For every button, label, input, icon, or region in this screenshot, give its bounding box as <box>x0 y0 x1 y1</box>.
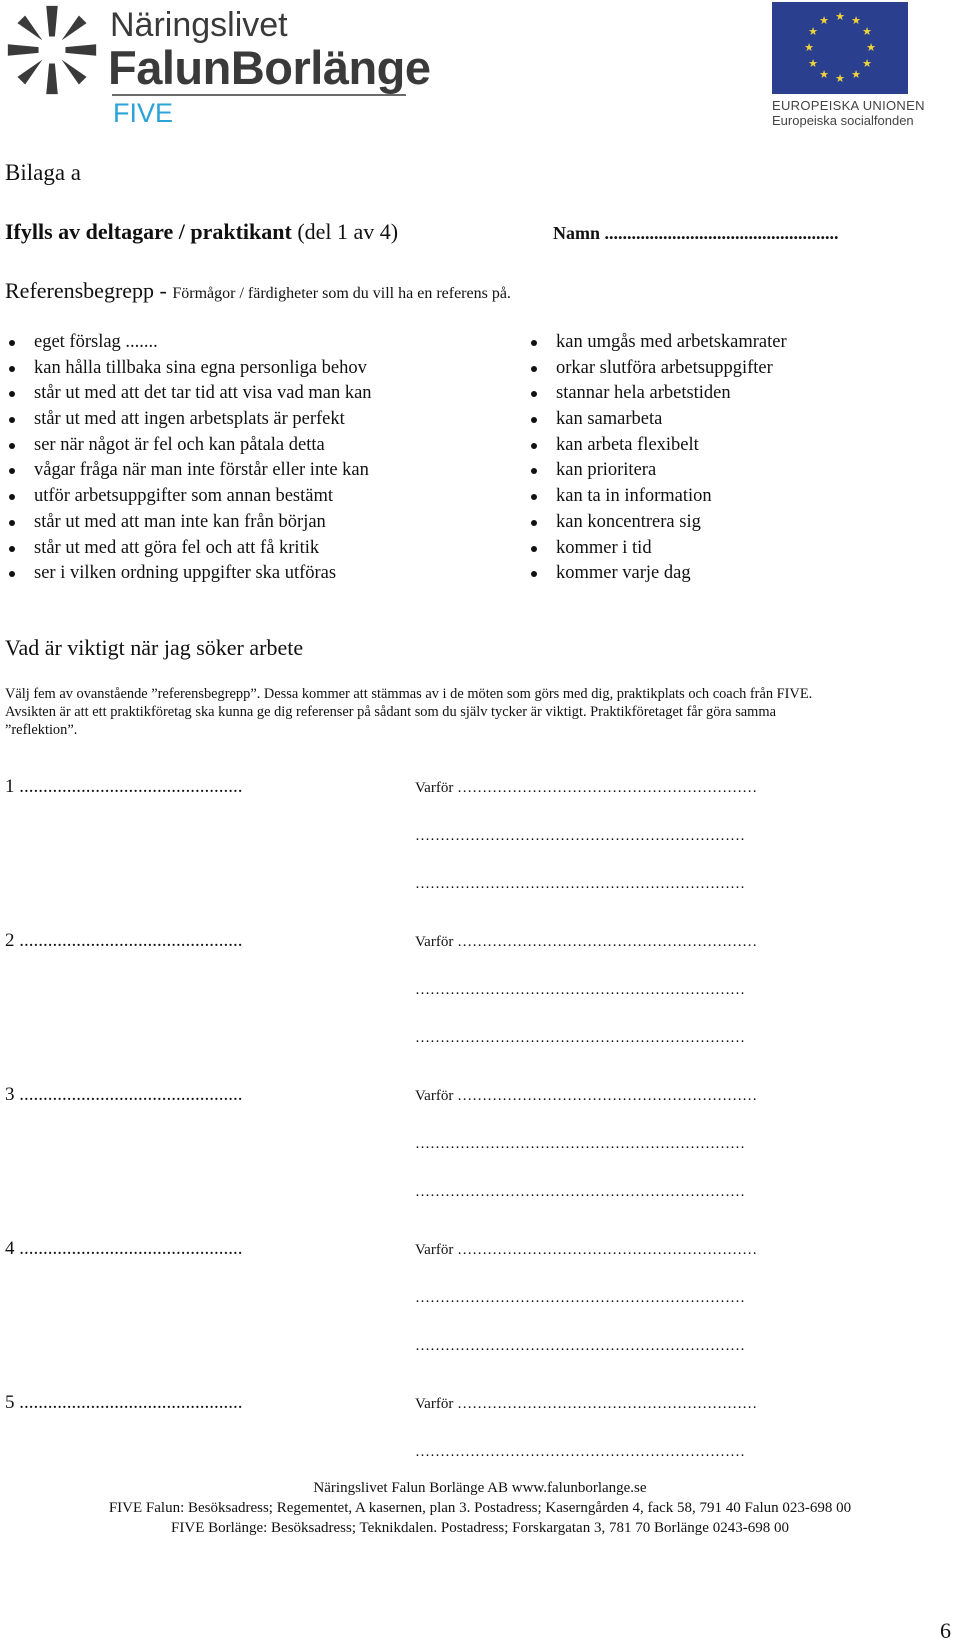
list-item: utför arbetsuppgifter som annan bestämt <box>5 484 372 510</box>
footer-address-borlange: FIVE Borlänge: Besöksadress; Teknikdalen. Postadress; Forskargatan 3, 781 70 Borlänge 0243-698 00 <box>171 1520 789 1536</box>
list-item: står ut med att göra fel och att få kritik <box>5 536 372 562</box>
instructions-line-2: Avsikten är att ett praktikföretag ska kunna ge dig referenser på sådant som du själv tycker är viktigt. Praktikföretaget får göra samma <box>5 704 776 720</box>
list-item: kommer i tid <box>527 536 787 562</box>
list-item: kan koncentrera sig <box>527 510 787 536</box>
footer-company: Näringslivet Falun Borlänge AB www.falunborlange.se <box>313 1480 647 1496</box>
section-heading: Vad är viktigt när jag söker arbete <box>5 635 304 660</box>
answer-3-line-2[interactable]: ………………………………………………………… <box>415 1136 745 1152</box>
list-item: eget förslag ....... <box>5 330 372 356</box>
reference-list-right <box>527 330 787 587</box>
title-bold: Ifylls av deltagare / praktikant <box>5 219 292 244</box>
brand-line-1: Näringslivet <box>110 6 288 44</box>
answer-4-field[interactable]: 4 ............................................... <box>5 1238 243 1259</box>
brand-divider <box>112 94 406 96</box>
list-item: står ut med att ingen arbetsplats är perfekt <box>5 407 372 433</box>
svg-text:★: ★ <box>819 14 829 27</box>
svg-text:★: ★ <box>835 10 845 23</box>
list-item: ser när något är fel och kan påtala detta <box>5 433 372 459</box>
list-item: står ut med att det tar tid att visa vad man kan <box>5 381 372 407</box>
reference-list-left <box>5 330 372 587</box>
sun-logo-icon <box>4 2 100 98</box>
answer-5-line-2[interactable]: ………………………………………………………… <box>415 1444 745 1460</box>
answer-2-field[interactable]: 2 ............................................... <box>5 930 243 951</box>
title-part: (del 1 av 4) <box>291 219 399 244</box>
list-item: kan arbeta flexibelt <box>527 433 787 459</box>
answer-3-why-field[interactable]: Varför …………………………………………………… <box>415 1088 758 1104</box>
answer-2-line-2[interactable]: ………………………………………………………… <box>415 982 745 998</box>
eu-caption-2: Europeiska socialfonden <box>772 113 914 128</box>
svg-text:★: ★ <box>808 25 818 38</box>
answer-2-why-field[interactable]: Varför …………………………………………………… <box>415 934 758 950</box>
svg-text:★: ★ <box>851 68 861 81</box>
eu-caption-1: EUROPEISKA UNIONEN <box>772 98 925 113</box>
answer-1-line-3[interactable]: ………………………………………………………… <box>415 876 745 892</box>
list-item: ser i vilken ordning uppgifter ska utföras <box>5 561 372 587</box>
svg-text:★: ★ <box>851 14 861 27</box>
instructions-line-1: Välj fem av ovanstående ”referensbegrepp”. Dessa kommer att stämmas av i de möten som görs med dig, praktikplats och coach från FIVE. <box>5 686 813 702</box>
answer-5-why-field[interactable]: Varför …………………………………………………… <box>415 1396 758 1412</box>
svg-text:★: ★ <box>819 68 829 81</box>
eu-stars-icon <box>772 2 908 94</box>
eu-logo <box>770 2 960 130</box>
reference-heading-main: Referensbegrepp - <box>5 278 173 303</box>
brand-logo <box>0 0 431 135</box>
reference-heading-sub: Förmågor / färdigheter som du vill ha en referens på. <box>172 285 511 302</box>
svg-text:★: ★ <box>804 41 814 54</box>
answer-1-line-2[interactable]: ………………………………………………………… <box>415 828 745 844</box>
svg-text:★: ★ <box>862 25 872 38</box>
answer-1-field[interactable]: 1 ............................................... <box>5 776 243 797</box>
page-number: 6 <box>940 1618 951 1643</box>
answer-3-field[interactable]: 3 ............................................... <box>5 1084 243 1105</box>
instructions-line-3: ”reflektion”. <box>5 722 78 738</box>
name-field[interactable]: Namn .................................................... <box>553 223 839 243</box>
list-item: kan ta in information <box>527 484 787 510</box>
list-item: kan umgås med arbetskamrater <box>527 330 787 356</box>
answer-4-why-field[interactable]: Varför …………………………………………………… <box>415 1242 758 1258</box>
svg-text:★: ★ <box>862 57 872 70</box>
answer-1-why-field[interactable]: Varför …………………………………………………… <box>415 780 758 796</box>
svg-text:★: ★ <box>835 72 845 85</box>
brand-five: FIVE <box>113 98 174 128</box>
answer-4-line-2[interactable]: ………………………………………………………… <box>415 1290 745 1306</box>
answer-3-line-3[interactable]: ………………………………………………………… <box>415 1184 745 1200</box>
answer-5-field[interactable]: 5 ............................................... <box>5 1392 243 1413</box>
list-item: kan hålla tillbaka sina egna personliga behov <box>5 356 372 382</box>
list-item: orkar slutföra arbetsuppgifter <box>527 356 787 382</box>
attachment-label: Bilaga a <box>5 160 81 185</box>
list-item: står ut med att man inte kan från början <box>5 510 372 536</box>
list-item: kan prioritera <box>527 458 787 484</box>
footer-address-falun: FIVE Falun: Besöksadress; Regementet, A kasernen, plan 3. Postadress; Kaserngården 4, fack 58, 791 40 Falun 023-698 00 <box>108 1500 852 1516</box>
answer-2-line-3[interactable]: ………………………………………………………… <box>415 1030 745 1046</box>
page-title <box>5 219 398 245</box>
list-item: kommer varje dag <box>527 561 787 587</box>
list-item: stannar hela arbetstiden <box>527 381 787 407</box>
eu-flag-icon <box>772 2 908 94</box>
list-item: kan samarbeta <box>527 407 787 433</box>
brand-line-2: FalunBorlänge <box>108 41 431 94</box>
list-item: vågar fråga när man inte förstår eller inte kan <box>5 458 372 484</box>
svg-text:★: ★ <box>808 57 818 70</box>
reference-heading <box>5 278 511 304</box>
answer-4-line-3[interactable]: ………………………………………………………… <box>415 1338 745 1354</box>
svg-text:★: ★ <box>866 41 876 54</box>
